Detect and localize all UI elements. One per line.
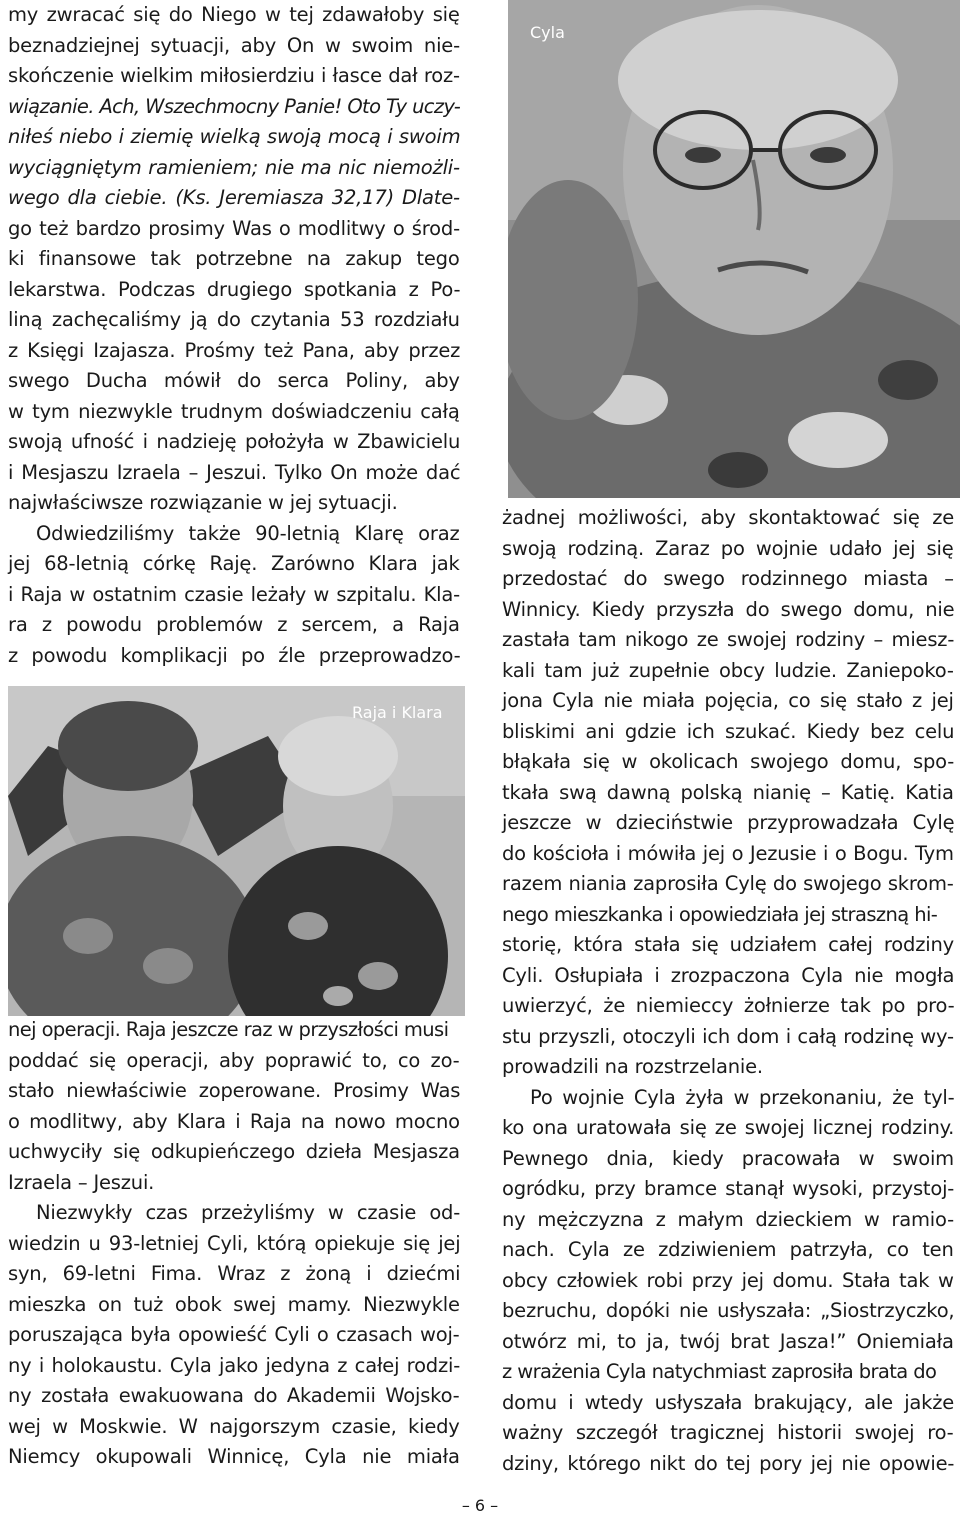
text-line: w tym niezwykle trudnym doświadczeniu całą bbox=[8, 399, 460, 423]
text-line: stu przyszli, otoczyli ich dom i całą rodzinę wy- bbox=[502, 1024, 954, 1048]
text-line: domu i wtedy usłyszała brakujący, ale jakże bbox=[502, 1390, 955, 1414]
text-line: jeszcze w dzieciństwie przyprowadzała Cylę bbox=[502, 811, 955, 834]
text-line: swoją ufność i nadzieję położyła w Zbawicielu bbox=[8, 430, 461, 453]
text-line: wiązanie. Ach, Wszechmocny Panie! Oto Ty uczy- bbox=[8, 94, 461, 118]
text-line: i Raja w ostatnim czasie leżały w szpitalu. Kla- bbox=[8, 582, 460, 606]
text-line: liną zachęcaliśmy ją do czytania 53 rozdziału bbox=[8, 308, 460, 331]
text-line: obcy człowiek robi przy jej domu. Stała tak w bbox=[502, 1268, 954, 1292]
text-line: poruszająca była opowieść Cyli o czasach woj- bbox=[8, 1323, 460, 1346]
text-line: uchwyciły się odkupieńczego dzieła Mesjasza bbox=[8, 1140, 460, 1163]
text-line: dziny, którego nikt do tej pory jej nie opowie- bbox=[502, 1451, 955, 1475]
text-line: jej 68-letnią córkę Raję. Zarówno Klara jak bbox=[8, 552, 460, 575]
text-line: przedostać do swego rodzinnego miasta – bbox=[502, 567, 954, 590]
text-line: kali tam już zupełnie obcy ludzie. Zaniepoko- bbox=[502, 658, 954, 682]
text-line: beznadziejnej sytuacji, aby On w swoim nie- bbox=[8, 33, 460, 57]
text-line: zastała tam nikogo ze swojej rodziny – miesz- bbox=[502, 628, 955, 651]
photo-cyla-image bbox=[508, 0, 960, 498]
text-line: swoją rodziną. Zaraz po wojnie udało jej się bbox=[502, 536, 954, 560]
text-line: ny została ewakuowana do Akademii Wojsko- bbox=[8, 1384, 460, 1407]
text-line: Winnicy. Kiedy przyszła do swego domu, nie bbox=[502, 597, 955, 621]
text-line: nach. Cyla ze zdziwieniem patrzyła, co ten bbox=[502, 1238, 954, 1261]
text-line: swego Ducha mówił do serca Poliny, aby bbox=[8, 369, 460, 392]
text-line: ważny szczegół tragicznej historii swojej ro- bbox=[502, 1421, 954, 1444]
photo-raja-klara-image bbox=[8, 686, 465, 1016]
photo-caption-raja-klara: Raja i Klara bbox=[352, 703, 443, 722]
text-line: ny i holokaustu. Cyla jako jedyna z całej rodzi- bbox=[8, 1353, 461, 1377]
text-line: z powodu komplikacji po źle przeprowadzo- bbox=[8, 643, 461, 667]
text-line: my zwracać się do Niego w tej zdawałoby się bbox=[8, 3, 460, 26]
text-line: ko ona uratowała się ze swojej licznej rodziny. bbox=[502, 1116, 955, 1139]
photo-caption-cyla: Cyla bbox=[530, 23, 565, 42]
text-line: otwórz mi, to ja, twój brat Jasza!” Oniemiała bbox=[502, 1329, 954, 1353]
text-line: lekarstwa. Podczas drugiego spotkania z Po- bbox=[8, 277, 461, 301]
text-line: Cyli. Osłupiała i zrozpaczona Cyla nie mogła bbox=[502, 963, 955, 987]
text-line: o modlitwy, aby Klara i Raja na nowo mocno bbox=[8, 1109, 460, 1133]
text-line: Izraela – Jeszui. bbox=[8, 1170, 155, 1194]
text-line: ny mężczyzna z małym dzieckiem w ramio- bbox=[502, 1207, 954, 1231]
text-line: Pewnego dnia, kiedy pracowała w swoim bbox=[502, 1146, 954, 1170]
text-line: najwłaściwsze rozwiązanie w jej sytuacji. bbox=[8, 491, 398, 514]
text-line: niłeś niebo i ziemię wielką swoją mocą i swoim bbox=[8, 125, 461, 148]
text-line: i Mesjaszu Izraela – Jeszui. Tylko On może dać bbox=[8, 460, 461, 484]
text-line: ogródku, przy bramce stanął wysoki, przystoj- bbox=[502, 1177, 955, 1200]
text-line: Niezwykły czas przeżyliśmy w czasie od- bbox=[36, 1201, 461, 1224]
text-line: wego dla ciebie. (Ks. Jeremiasza 32,17) Dlate- bbox=[8, 186, 460, 209]
left-column-top bbox=[8, 0, 466, 672]
left-column-bottom bbox=[8, 1015, 466, 1475]
text-line: nego mieszkanka i opowiedziała jej straszną hi- bbox=[502, 902, 938, 926]
text-line: go też bardzo prosimy Was o modlitwy o środ- bbox=[8, 216, 460, 240]
text-line: syn, 69-letni Fima. Wraz z żoną i dziećmi bbox=[8, 1262, 461, 1285]
text-line: mieszka on tuż obok swej mamy. Niezwykle bbox=[8, 1292, 460, 1316]
photo-cyla bbox=[508, 0, 960, 498]
text-line: tkała swą dawną polską nianię – Katię. Katia bbox=[502, 780, 954, 804]
text-line: żadnej możliwości, aby skontaktować się ze bbox=[502, 506, 955, 529]
text-line: prowadzili na rozstrzelanie. bbox=[502, 1055, 763, 1078]
text-line: wej w Moskwie. W najgorszym czasie, kiedy bbox=[8, 1414, 460, 1438]
text-line: wiedzin u 93-letniej Cyli, którą opiekuje się jej bbox=[8, 1231, 461, 1255]
right-column bbox=[502, 503, 960, 1483]
text-line: razem niania zaprosiła Cylę do swojego skrom- bbox=[502, 872, 954, 895]
text-line: z Księgi Izajasza. Prośmy też Pana, aby przez bbox=[8, 338, 461, 362]
text-line: Po wojnie Cyla żyła w przekonaniu, że tyl- bbox=[530, 1085, 955, 1109]
text-line: ra z powodu problemów z sercem, a Raja bbox=[8, 613, 460, 636]
text-line: storię, która stała się udziałem całej rodziny bbox=[502, 933, 954, 956]
text-line: jona Cyla nie miała pojęcia, co się stało z jej bbox=[502, 689, 954, 712]
text-line: do kościoła i mówiła jej o Jezusie i o Bogu. Tym bbox=[502, 841, 954, 865]
text-line: poddać się operacji, aby poprawić to, co zo- bbox=[8, 1048, 460, 1072]
text-line: z wrażenia Cyla natychmiast zaprosiła brata do bbox=[502, 1360, 937, 1383]
text-line: błąkała się w okolicach swojego domu, spo- bbox=[502, 750, 955, 773]
text-line: skończenie wielkim miłosierdziu i łasce dał roz- bbox=[8, 64, 460, 87]
text-line: uwierzyć, że niemieccy żołnierze tak po pro- bbox=[502, 994, 955, 1017]
page-number: – 6 – bbox=[461, 1496, 499, 1515]
text-line: Odwiedziliśmy także 90-letnią Klarę oraz bbox=[36, 521, 460, 545]
text-line: bezruchu, dopóki nie usłyszała: „Siostrzyczko, bbox=[502, 1299, 955, 1322]
text-line: wyciągniętym ramieniem; nie ma nic niemożli- bbox=[8, 155, 460, 179]
text-line: ki finansowe tak potrzebne na zakup tego bbox=[8, 247, 460, 270]
text-line: stało niewłaściwie zoperowane. Prosimy Was bbox=[8, 1079, 461, 1102]
text-line: Niemcy okupowali Winnicę, Cyla nie miała bbox=[8, 1445, 460, 1468]
photo-raja-klara bbox=[8, 686, 465, 1016]
text-line: nej operacji. Raja jeszcze raz w przyszłości musi bbox=[8, 1018, 449, 1041]
text-line: bliskimi ani gdzie ich szukać. Kiedy bez celu bbox=[502, 719, 955, 743]
